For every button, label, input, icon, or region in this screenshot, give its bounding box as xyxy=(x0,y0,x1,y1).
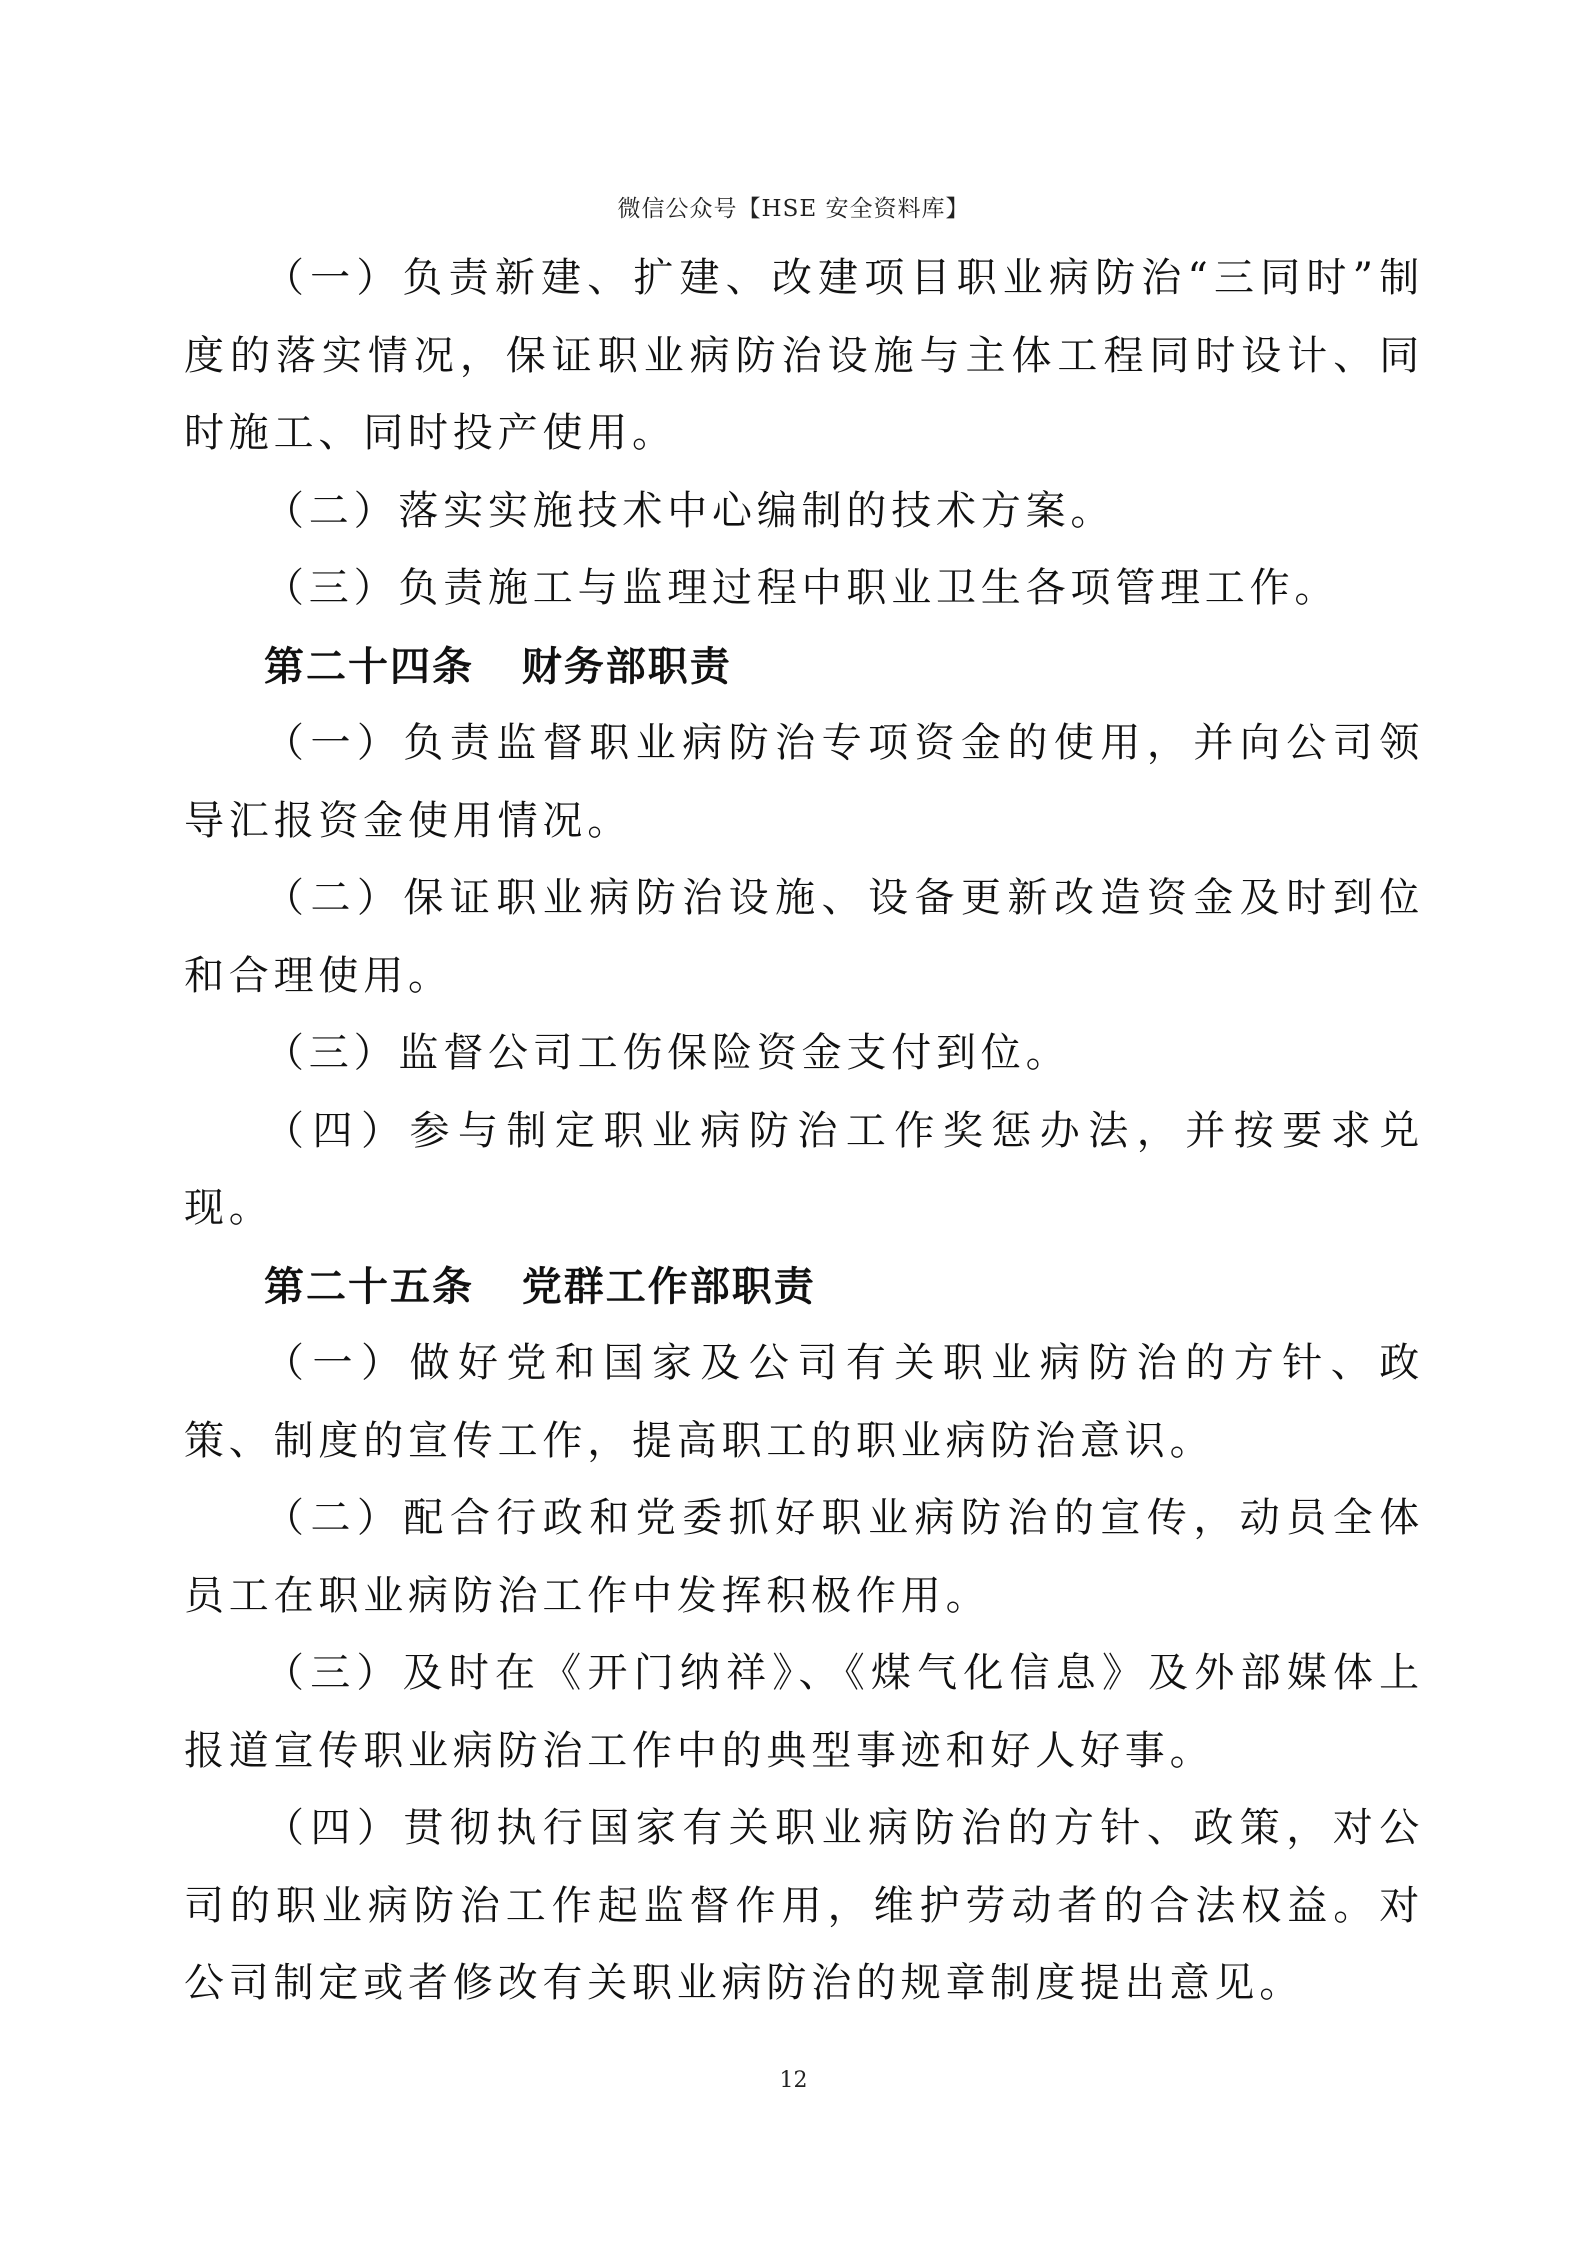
clause-paragraph: （二）保证职业病防治设施、设备更新改造资金及时到位和合理使用。 xyxy=(184,875,1424,999)
clause-paragraph: （二）配合行政和党委抓好职业病防治的宣传，动员全体员工在职业病防治工作中发挥积极作用。 xyxy=(184,1495,1424,1619)
clause-paragraph: （一）做好党和国家及公司有关职业病防治的方针、政策、制度的宣传工作，提高职工的职业病防治意识。 xyxy=(184,1340,1424,1464)
clause-paragraph: （一）负责新建、扩建、改建项目职业病防治“三同时”制度的落实情况，保证职业病防治设施与主体工程同时设计、同时施工、同时投产使用。 xyxy=(184,255,1424,456)
article-heading: 第二十四条 财务部职责 xyxy=(264,642,732,690)
document-body xyxy=(184,240,1424,2023)
clause-paragraph: （三）监督公司工伤保险资金支付到位。 xyxy=(264,1030,1071,1076)
clause-paragraph: （四）参与制定职业病防治工作奖惩办法，并按要求兑现。 xyxy=(184,1107,1424,1231)
page-number: 12 xyxy=(779,2068,808,2093)
clause-paragraph: （三）及时在《开门纳祥》、《煤气化信息》及外部媒体上报道宣传职业病防治工作中的典型事迹和好人好事。 xyxy=(184,1650,1424,1774)
clause-paragraph: （四）贯彻执行国家有关职业病防治的方针、政策，对公司的职业病防治工作起监督作用，维护劳动者的合法权益。对公司制定或者修改有关职业病防治的规章制度提出意见。 xyxy=(184,1805,1424,2006)
clause-paragraph: （一）负责监督职业病防治专项资金的使用，并向公司领导汇报资金使用情况。 xyxy=(184,720,1424,844)
clause-paragraph: （二）落实实施技术中心编制的技术方案。 xyxy=(264,487,1116,534)
clause-paragraph: （三）负责施工与监理过程中职业卫生各项管理工作。 xyxy=(264,565,1340,611)
article-heading: 第二十五条 党群工作部职责 xyxy=(264,1262,816,1310)
page-header: 微信公众号【HSE 安全资料库】 xyxy=(617,196,970,222)
